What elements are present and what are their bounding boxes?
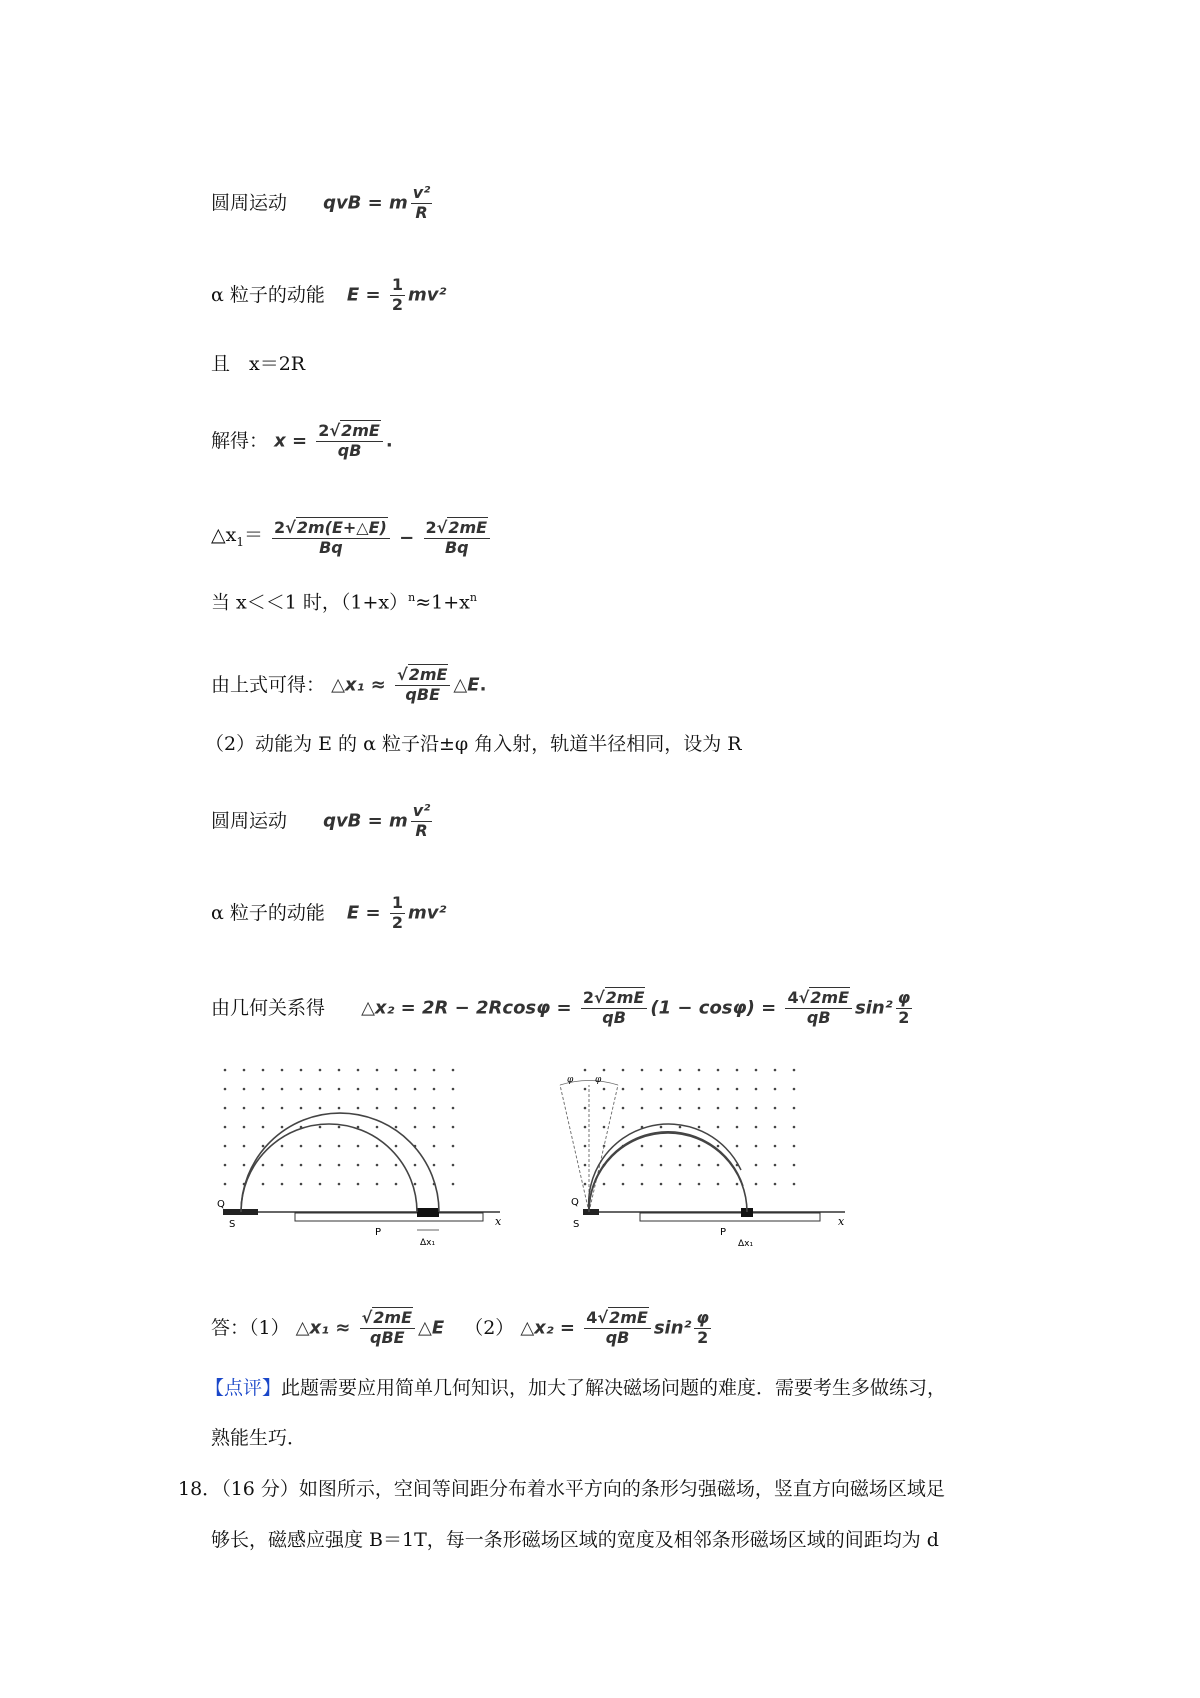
field-dot <box>357 1069 360 1072</box>
label-phi-left: φ <box>567 1075 574 1085</box>
field-dot <box>717 1183 720 1186</box>
field-dot <box>698 1164 701 1167</box>
field-dot <box>584 1107 587 1110</box>
problem-18-line-1: 18．（16 分）如图所示，空间等间距分布着水平方向的条形匀强磁场，竖直方向磁场区域足 <box>178 1478 945 1500</box>
field-dot <box>679 1164 682 1167</box>
field-dot <box>395 1126 398 1129</box>
field-dot <box>452 1164 455 1167</box>
field-dot <box>584 1164 587 1167</box>
field-dot <box>433 1145 436 1148</box>
field-dot <box>357 1145 360 1148</box>
field-dot <box>755 1088 758 1091</box>
formula-geometry: △x₂ = 2R − 2Rcosφ = $\frac{2√2mE}{qB}$ (1 − cosφ) = $\frac{4√2mE}{qB}$ sin² $\frac{\varphi}{2}$ <box>361 988 911 1027</box>
field-dot <box>717 1107 720 1110</box>
field-dot <box>736 1069 739 1072</box>
formula-circular-1: qvB = m $\frac{\text{v²}}{R}$ <box>323 183 431 222</box>
field-dot <box>793 1107 796 1110</box>
field-dot <box>622 1183 625 1186</box>
field-dot <box>774 1164 777 1167</box>
field-dot <box>622 1126 625 1129</box>
formula-solve: x = $\frac{2√2mE}{qB}$ . <box>274 421 393 460</box>
field-dot <box>243 1088 246 1091</box>
angle-line-left <box>560 1085 589 1212</box>
figure-2-angled-entry <box>545 1060 855 1260</box>
field-dot <box>262 1069 265 1072</box>
field-dot <box>793 1088 796 1091</box>
field-dot <box>679 1145 682 1148</box>
field-dot <box>641 1183 644 1186</box>
field-dot <box>660 1164 663 1167</box>
field-dot <box>641 1164 644 1167</box>
field-dot <box>603 1069 606 1072</box>
field-dot <box>338 1183 341 1186</box>
eq-line-x-equals-2r: 且 x＝2R <box>211 353 306 375</box>
field-dot <box>603 1107 606 1110</box>
figure-1-magnetic-field <box>215 1060 515 1255</box>
field-dot <box>376 1107 379 1110</box>
field-dot <box>641 1088 644 1091</box>
comment-line-1: 【点评】此题需要应用简单几何知识，加大了解决磁场问题的难度．需要考生多做练习， <box>205 1377 947 1399</box>
field-dot <box>414 1107 417 1110</box>
field-dot <box>262 1126 265 1129</box>
field-dot <box>224 1183 227 1186</box>
label-q: Q <box>571 1197 579 1208</box>
field-dot <box>793 1183 796 1186</box>
hit-region <box>417 1208 439 1217</box>
field-dot <box>584 1088 587 1091</box>
field-dot <box>262 1183 265 1186</box>
field-dot <box>376 1126 379 1129</box>
field-dot <box>338 1107 341 1110</box>
field-dot <box>395 1183 398 1186</box>
field-dot <box>281 1145 284 1148</box>
field-dot <box>793 1126 796 1129</box>
field-dot <box>224 1126 227 1129</box>
field-dot <box>395 1145 398 1148</box>
eq-line-approximation-rule: 当 x＜＜1 时，$(1+x)^n\approx 1+x^n$ <box>211 591 477 614</box>
trajectory-lower <box>589 1124 741 1212</box>
label-delta-x: Δx₁ <box>420 1238 436 1248</box>
angle-line-right <box>589 1085 618 1212</box>
field-dot <box>300 1088 303 1091</box>
field-dot <box>414 1126 417 1129</box>
field-dot <box>717 1069 720 1072</box>
eq-line-approx-result: 由上式可得： △x₁ ≈ $\frac{√2mE}{\text{qBE}}$ △E. <box>211 665 487 704</box>
label-delta-x: Δx₁ <box>738 1239 754 1249</box>
field-dot <box>376 1164 379 1167</box>
field-dot <box>243 1107 246 1110</box>
label-x-axis: x <box>838 1215 845 1228</box>
field-dot <box>736 1183 739 1186</box>
field-dot <box>395 1164 398 1167</box>
part-2-intro: （2）动能为 E 的 α 粒子沿±φ 角入射，轨道半径相同，设为 R <box>205 733 742 755</box>
label-s: S <box>573 1219 580 1230</box>
trajectory-outer <box>241 1113 439 1212</box>
formula-kinetic-2: E = $\frac{1}{2}$ mv² <box>346 893 447 932</box>
field-dot <box>224 1145 227 1148</box>
field-dot <box>300 1069 303 1072</box>
field-dot <box>338 1069 341 1072</box>
label-p: P <box>375 1227 382 1238</box>
field-dot <box>338 1088 341 1091</box>
field-dot <box>622 1107 625 1110</box>
field-dot <box>698 1145 701 1148</box>
field-dot <box>679 1126 682 1129</box>
eq-line-delta-x1: $\triangle x_1=$ $\frac{2√2m(E+\triangle E)}{Bq}$ − $\frac{2√2mE}{Bq}$ <box>211 520 493 557</box>
field-dot <box>622 1088 625 1091</box>
field-dot <box>452 1069 455 1072</box>
field-dot <box>755 1107 758 1110</box>
field-dot <box>603 1183 606 1186</box>
field-dot <box>262 1145 265 1148</box>
field-dot <box>281 1126 284 1129</box>
field-dot <box>717 1145 720 1148</box>
field-dot <box>452 1088 455 1091</box>
label-phi-right: φ <box>595 1075 602 1085</box>
field-dot <box>660 1107 663 1110</box>
field-dot <box>641 1069 644 1072</box>
label-x-axis: x <box>495 1215 502 1228</box>
formula-approx-result: △x₁ ≈ $\frac{√2mE}{\text{qBE}}$ △E. <box>331 665 487 704</box>
field-dot <box>281 1183 284 1186</box>
field-dot <box>376 1069 379 1072</box>
field-dot <box>736 1107 739 1110</box>
field-dot <box>357 1088 360 1091</box>
field-dot <box>395 1107 398 1110</box>
field-dot <box>224 1107 227 1110</box>
field-dot <box>243 1069 246 1072</box>
field-dot <box>660 1088 663 1091</box>
field-dot <box>774 1069 777 1072</box>
field-dot <box>300 1183 303 1186</box>
problem-number: 18． <box>178 1478 222 1500</box>
field-dot <box>319 1107 322 1110</box>
field-dot <box>584 1145 587 1148</box>
problem-18-line-2: 够长，磁感应强度 B＝1T，每一条形磁场区域的宽度及相邻条形磁场区域的间距均为 d <box>211 1529 939 1551</box>
comment-line-2: 熟能生巧． <box>211 1427 307 1449</box>
field-dot <box>281 1069 284 1072</box>
label-s: S <box>229 1219 236 1230</box>
field-dot <box>660 1126 663 1129</box>
field-dot <box>414 1164 417 1167</box>
field-dot <box>698 1126 701 1129</box>
field-dot <box>755 1069 758 1072</box>
formula-kinetic-1: E = $\frac{1}{2}$ mv² <box>346 275 447 314</box>
field-dot <box>300 1164 303 1167</box>
field-dot <box>584 1183 587 1186</box>
field-dot <box>433 1088 436 1091</box>
eq-line-kinetic-2: α 粒子的动能 E = $\frac{1}{2}$ mv² <box>211 893 447 932</box>
field-dot <box>281 1107 284 1110</box>
eq-line-circular-2: 圆周运动 qvB = m $\frac{\text{v²}}{R}$ <box>211 803 435 840</box>
field-dot <box>319 1164 322 1167</box>
field-dot <box>224 1069 227 1072</box>
field-dot <box>357 1183 360 1186</box>
field-dot <box>774 1145 777 1148</box>
label-q: Q <box>217 1199 225 1210</box>
field-dot <box>319 1126 322 1129</box>
field-dot <box>452 1126 455 1129</box>
eq-line-circular-1: 圆周运动 qvB = m $\frac{\text{v²}}{R}$ <box>211 185 435 222</box>
field-dot <box>793 1164 796 1167</box>
answer-formula-2: △x₂ = $\frac{4√2mE}{qB}$ sin² $\frac{\varphi}{2}$ <box>520 1308 709 1347</box>
source-bar <box>583 1209 599 1215</box>
field-dot <box>414 1069 417 1072</box>
field-dot <box>660 1145 663 1148</box>
answer-line: 答：（1） △x₁ ≈ $\frac{√2mE}{\text{qBE}}$ △E （2） △x₂ = $\frac{4√2mE}{qB}$ sin² $\frac{\varphi}{2}$ <box>211 1310 714 1347</box>
field-dot <box>755 1164 758 1167</box>
eq-line-solve: 解得： x = $\frac{2√2mE}{qB}$ . <box>211 421 393 460</box>
eq-line-kinetic-1: α 粒子的动能 E = $\frac{1}{2}$ mv² <box>211 275 447 314</box>
field-dot <box>603 1088 606 1091</box>
field-dot <box>717 1164 720 1167</box>
trajectory-inner <box>241 1124 417 1212</box>
field-dot <box>319 1183 322 1186</box>
field-dot <box>584 1069 587 1072</box>
field-dot <box>660 1183 663 1186</box>
field-dot <box>319 1069 322 1072</box>
eq-line-geometry: 由几何关系得 △x₂ = 2R − 2Rcosφ = $\frac{2√2mE}{qB}$ (1 − cosφ) = $\frac{4√2mE}{qB}$ sin² $\frac{\varphi}{2}$ <box>211 990 915 1027</box>
field-dot <box>736 1126 739 1129</box>
field-dot <box>679 1183 682 1186</box>
field-dot <box>338 1164 341 1167</box>
field-dot <box>717 1126 720 1129</box>
field-dot <box>414 1183 417 1186</box>
field-dot <box>281 1164 284 1167</box>
field-dot <box>243 1145 246 1148</box>
field-dot <box>622 1069 625 1072</box>
field-dot <box>641 1107 644 1110</box>
field-dot <box>376 1145 379 1148</box>
field-dot <box>300 1145 303 1148</box>
field-dot <box>793 1145 796 1148</box>
field-dot <box>698 1107 701 1110</box>
field-dot <box>698 1183 701 1186</box>
field-dot <box>452 1145 455 1148</box>
field-dot <box>774 1126 777 1129</box>
field-dot <box>433 1126 436 1129</box>
trajectory-upper <box>589 1132 743 1212</box>
field-dot <box>452 1107 455 1110</box>
field-dot <box>755 1126 758 1129</box>
field-dot <box>774 1107 777 1110</box>
field-dot <box>433 1107 436 1110</box>
label-p: P <box>720 1227 727 1238</box>
field-dot <box>755 1183 758 1186</box>
field-dot <box>622 1164 625 1167</box>
field-dot <box>262 1164 265 1167</box>
field-dot <box>414 1088 417 1091</box>
field-dot <box>338 1145 341 1148</box>
field-dot <box>698 1088 701 1091</box>
field-dot <box>603 1126 606 1129</box>
formula-delta-x1: $\frac{2√2m(E+\triangle E)}{Bq}$ − $\frac{2√2mE}{Bq}$ <box>269 520 493 557</box>
field-dot <box>641 1145 644 1148</box>
field-dot <box>319 1088 322 1091</box>
field-dot <box>224 1088 227 1091</box>
field-dot <box>679 1088 682 1091</box>
field-dot <box>433 1164 436 1167</box>
field-dot <box>281 1088 284 1091</box>
field-dot <box>338 1126 341 1129</box>
field-dot <box>433 1069 436 1072</box>
detector-plate <box>640 1213 820 1221</box>
field-dot <box>319 1145 322 1148</box>
field-dot <box>357 1107 360 1110</box>
field-dot <box>243 1164 246 1167</box>
field-dot <box>660 1069 663 1072</box>
field-dot <box>395 1088 398 1091</box>
field-dot <box>262 1088 265 1091</box>
field-dot <box>698 1069 701 1072</box>
comment-tag: 【点评】 <box>205 1377 282 1399</box>
field-dot <box>584 1126 587 1129</box>
field-dot <box>262 1107 265 1110</box>
field-dot <box>736 1088 739 1091</box>
field-dot <box>774 1183 777 1186</box>
field-dot <box>376 1183 379 1186</box>
field-dot <box>395 1069 398 1072</box>
field-dot <box>452 1183 455 1186</box>
field-dot <box>300 1107 303 1110</box>
detector-plate <box>295 1213 483 1221</box>
field-dot <box>679 1069 682 1072</box>
field-dot <box>376 1088 379 1091</box>
field-dot <box>243 1126 246 1129</box>
field-dot <box>793 1069 796 1072</box>
field-dot <box>736 1145 739 1148</box>
field-dot <box>679 1107 682 1110</box>
field-dot <box>774 1088 777 1091</box>
field-dot <box>717 1088 720 1091</box>
field-dot <box>357 1164 360 1167</box>
field-dot <box>755 1145 758 1148</box>
formula-circular-2: qvB = m $\frac{\text{v²}}{R}$ <box>323 801 431 840</box>
answer-formula-1: △x₁ ≈ $\frac{√2mE}{\text{qBE}}$ △E <box>295 1308 445 1347</box>
field-dot <box>224 1164 227 1167</box>
